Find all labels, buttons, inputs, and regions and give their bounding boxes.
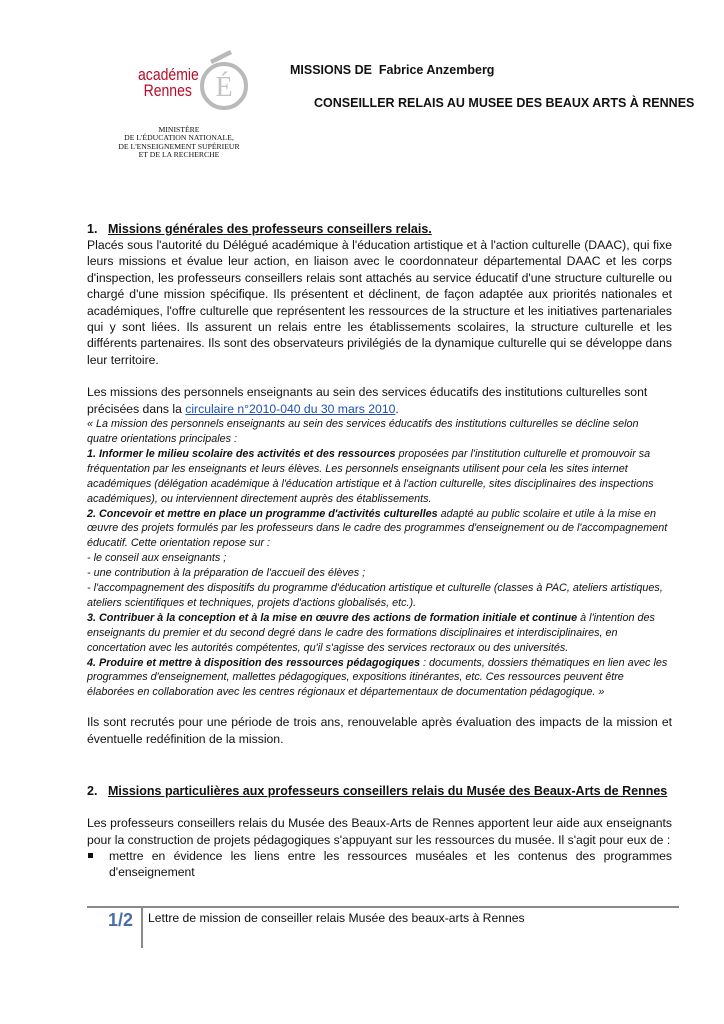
section1-number: 1.	[87, 222, 98, 236]
section2-heading	[87, 783, 672, 799]
quote-item-3	[87, 611, 672, 656]
quote-item-2-lead: 2. Concevoir et mettre en place un programme d'activités culturelles	[87, 507, 438, 520]
circular-quote	[87, 417, 672, 700]
quote-item-1-text: proposées par l'institution culturelle et promouvoir sa fréquentation par les enseignants et leurs élèves. Les personnels enseignants utilisent pour cela les sites internet académiques (délégation académique à l'éducation artistique et à l'action culturelle, sites disciplinaires des inspections académiques), ou interviennent directement auprès des établissements.	[87, 447, 654, 505]
circular-link[interactable]: circulaire n°2010-040 du 30 mars 2010	[185, 401, 396, 416]
circular-paragraph	[87, 384, 672, 417]
quote-subitem: - le conseil aux enseignants ;	[87, 552, 227, 565]
ministry-line: ET DE LA RECHERCHE	[138, 149, 220, 159]
list-item-text: mettre en évidence les liens entre les ressources muséales et les contenus des programmes d'enseignement	[109, 848, 672, 880]
ministry-line: DE L'ÉDUCATION NATIONALE,	[124, 133, 234, 143]
footer-text: Lettre de mission de conseiller relais Musée des beaux-arts à Rennes	[148, 911, 525, 925]
quote-item-1	[87, 447, 672, 507]
bullet-square-icon	[87, 848, 109, 881]
quote-subitem: - l'accompagnement des dispositifs du programme d'éducation artistique et culturelle (classes à PAC, ateliers artistiques, ateliers scientifiques et techniques, projets d'actions globalisés, etc.).	[87, 582, 663, 609]
quote-item-3-text: à l'intention des enseignants du premier et du second degré dans le cadre des formations disciplinaires et interdisciplinaires, en concertation avec les autorités compétentes, qu'il s'agisse des services rectoraux ou des universités.	[87, 611, 655, 654]
marianne-seal-icon	[200, 46, 248, 118]
section1-title: Missions générales des professeurs conseillers relais.	[108, 222, 432, 236]
footer-divider	[87, 906, 679, 908]
quote-item-1-lead: 1. Informer le milieu scolaire des activités et des ressources	[87, 447, 396, 460]
quote-item-4-text: : documents, dossiers thématiques en lien avec les programmes d'enseignement, mallettes pédagogiques, expositions itinérantes, etc. Ces ressources peuvent être élaborées en collaboration avec les centres régionaux et départementaux de documentation pédagogique. »	[87, 656, 668, 699]
logo-wordmark	[138, 67, 198, 99]
page-number: 1/2	[108, 910, 134, 930]
quote-item-3-lead: 3. Contribuer à la conception et à la mise en œuvre des actions de formation initiale et continue	[87, 611, 578, 624]
quote-item-4	[87, 656, 672, 701]
academie-logo	[108, 46, 250, 164]
section2-title: Missions particulières aux professeurs conseillers relais du Musée des Beaux-Arts de Rennes	[108, 784, 668, 799]
quote-item-4-lead: 4. Produire et mettre à disposition des ressources pédagogiques	[87, 656, 420, 669]
circular-text-end: .	[395, 401, 399, 416]
quote-item-2-text: adapté au public scolaire et utile à la mise en œuvre des projets formulés par les professeurs dans le cadre des programmes d'enseignement ou de l'accompagnement éducatif. Cette orientation repose sur :	[87, 507, 668, 550]
document-subtitle: CONSEILLER RELAIS AU MUSEE DES BEAUX ARTS À RENNES	[314, 96, 695, 110]
recruitment-paragraph: Ils sont recrutés pour une période de trois ans, renouvelable après évaluation des impacts de la mission et éventuelle redéfinition de la mission.	[87, 715, 672, 746]
document-body	[87, 221, 672, 881]
list-item	[87, 848, 672, 881]
quote-subitem: - une contribution à la préparation de l'accueil des élèves ;	[87, 567, 366, 580]
ministry-name	[108, 126, 250, 159]
logo-line-academie: académie	[138, 66, 199, 84]
section1-paragraph: Placés sous l'autorité du Délégué académique à l'éducation artistique et à l'action culturelle (DAAC), qui fixe leurs missions et évalue leur action, en liaison avec le coordonnateur départemental DAAC et les corps d'inspection, les professeurs conseillers relais sont attachés au service éducatif d'une structure culturelle ou chargé d'une mission spécifique. Ils présentent et déclinent, de façon adaptée aux priorités nationales et académiques, l'offre culturelle que représentent les ressources de la structure et les initiatives partenariales qui y sont liées. Ils assurent un relais entre les établissements scolaires, la structure culturelle et les différents partenaires. Ils sont des observateurs privilégiés de la dynamique culturelle qui se développe dans leur territoire.	[87, 238, 672, 367]
document-title: MISSIONS DE Fabrice Anzemberg	[290, 63, 495, 77]
ministry-line: DE L'ENSEIGNEMENT SUPÉRIEUR	[118, 141, 240, 151]
logo-line-rennes: Rennes	[143, 82, 192, 100]
circular-text-start: Les missions des personnels enseignants au sein des services éducatifs des institutions culturelles sont précisées dans la	[87, 385, 648, 416]
quote-item-2	[87, 507, 672, 552]
section2-number: 2.	[87, 784, 98, 799]
quote-intro: « La mission des personnels enseignants au sein des services éducatifs des institutions culturelles se décline selon quatre orientations principales :	[87, 418, 639, 445]
section2-paragraph: Les professeurs conseillers relais du Musée des Beaux-Arts de Rennes apportent leur aide aux enseignants pour la construction de projets pédagogiques s'appuyant sur les ressources du musée. Il s'agit pour eux de :	[87, 816, 672, 847]
seal-letter: É	[215, 72, 233, 103]
section1-heading	[87, 221, 672, 237]
ministry-line: MINISTÈRE	[158, 125, 200, 134]
footer-separator	[141, 908, 143, 948]
